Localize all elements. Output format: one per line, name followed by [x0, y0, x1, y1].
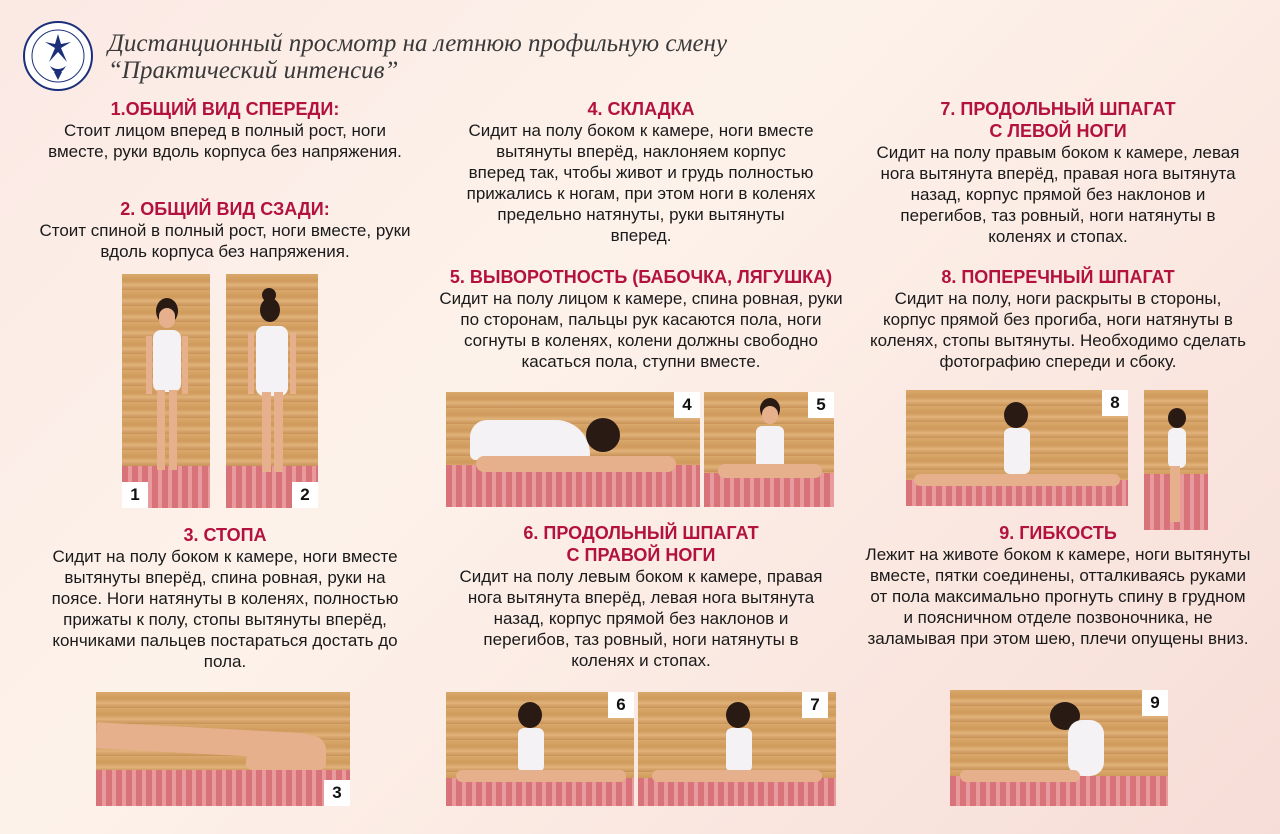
photo-back-view [226, 274, 318, 508]
section-3-text: Сидит на полу боком к камере, ноги вместе вытянуты вперёд, спина ровная, руки на поясе. Ноги натянуты в коленях, полностью прижаты к полу, стопы вытянуты вперёд, кончиками пальцев постараться достать до пола. [51, 547, 399, 671]
photo-number-8: 8 [1102, 390, 1128, 416]
photo-number-5: 5 [808, 392, 834, 418]
section-6 [432, 522, 850, 671]
photo-split-left [638, 692, 836, 806]
section-5 [432, 266, 850, 372]
section-7 [856, 98, 1260, 247]
section-5-heading: 5. ВЫВОРОТНОСТЬ (БАБОЧКА, ЛЯГУШКА) [449, 267, 833, 287]
section-7-heading-line-2: С ЛЕВОЙ НОГИ [989, 121, 1127, 141]
section-8-heading: 8. ПОПЕРЕЧНЫЙ ШПАГАТ [941, 267, 1175, 287]
section-9 [856, 522, 1260, 649]
section-1-heading: 1.ОБЩИЙ ВИД СПЕРЕДИ: [110, 99, 340, 119]
section-9-text: Лежит на животе боком к камере, ноги вытянуты вместе, пятки соединены, отталкиваясь руками от пола максимально прогнуть спину в грудном и поясничном отделе позвоночника, не заламывая при этом шею, плечи опущены вниз. [865, 545, 1251, 648]
title-line-2: “Практический интенсив” [108, 57, 399, 84]
photo-number-2: 2 [292, 482, 318, 508]
section-6-heading-line-2: С ПРАВОЙ НОГИ [566, 545, 716, 565]
section-7-heading-line-1: 7. ПРОДОЛЬНЫЙ ШПАГАТ [940, 99, 1176, 119]
section-3-heading: 3. СТОПА [183, 525, 267, 545]
photo-butterfly [704, 392, 834, 507]
section-6-text: Сидит на полу левым боком к камере, правая нога вытянута вперёд, левая нога вытянута назад, корпус прямой без наклонов и перегибов, таз ровный, ноги натянуты в коленях и стопах. [459, 567, 823, 670]
section-8-text: Сидит на полу, ноги раскрыты в стороны, корпус прямой без прогиба, ноги натянуты в коленях, стопы вытянуты. Необходимо сделать фотографию спереди и сбоку. [870, 289, 1246, 371]
section-7-text: Сидит на полу правым боком к камере, левая нога вытянута вперёд, правая нога вытянута назад, корпус прямой без наклонов и перегибов, таз ровный, ноги натянуты в коленях и стопах. [876, 143, 1240, 246]
section-8 [856, 266, 1260, 372]
section-1 [20, 98, 430, 162]
section-9-heading: 9. ГИБКОСТЬ [999, 523, 1117, 543]
photo-number-6: 6 [608, 692, 634, 718]
photo-number-4: 4 [674, 392, 700, 418]
photo-foot [96, 692, 350, 806]
section-2 [20, 198, 430, 262]
photo-number-7: 7 [802, 692, 828, 718]
section-4 [432, 98, 850, 246]
photo-split-right [446, 692, 634, 806]
page-title [108, 30, 727, 84]
photo-fold [446, 392, 700, 507]
section-3 [20, 524, 430, 672]
section-6-heading-line-1: 6. ПРОДОЛЬНЫЙ ШПАГАТ [523, 523, 759, 543]
section-4-heading: 4. СКЛАДКА [587, 99, 695, 119]
photo-flexibility [950, 690, 1168, 806]
section-2-text: Стоит спиной в полный рост, ноги вместе, руки вдоль корпуса без напряжения. [39, 221, 411, 261]
photo-number-1: 1 [122, 482, 148, 508]
section-2-heading: 2. ОБЩИЙ ВИД СЗАДИ: [120, 199, 330, 219]
photo-number-3: 3 [324, 780, 350, 806]
photo-cross-split-front [906, 390, 1128, 506]
section-4-text: Сидит на полу боком к камере, ноги вместе вытянуты вперёд, наклоняем корпус вперед так, чтобы живот и грудь полностью прижались к ногам, при этом ноги в коленях предельно натянуты, руки вытянуты вперед. [466, 121, 816, 245]
school-logo [22, 20, 94, 92]
photo-cross-split-side [1144, 390, 1208, 530]
section-5-text: Сидит на полу лицом к камере, спина ровная, руки по сторонам, пальцы рук касаются пола, ноги согнуты в коленях, колени должны свободно касаться пола, ступни вместе. [439, 289, 843, 371]
photo-front-view [122, 274, 210, 508]
section-1-text: Стоит лицом вперед в полный рост, ноги вместе, руки вдоль корпуса без напряжения. [48, 121, 402, 161]
photo-number-9: 9 [1142, 690, 1168, 716]
title-line-1: Дистанционный просмотр на летнюю профильную смену [108, 30, 728, 57]
